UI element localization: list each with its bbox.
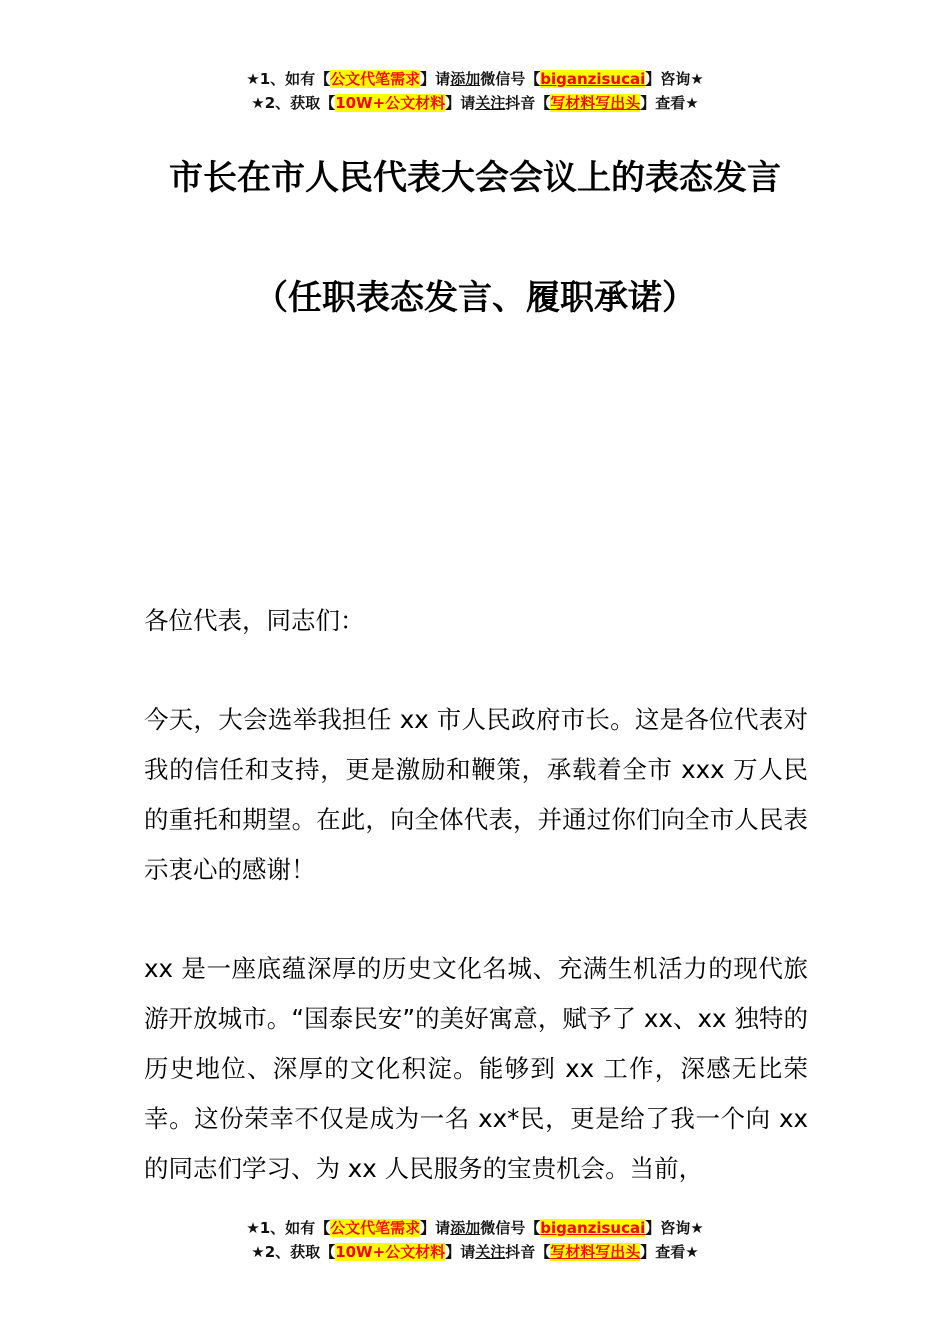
ad-line-1 xyxy=(0,67,950,91)
ad-text: 微信号【 xyxy=(480,70,541,88)
ad-text: ★2、获取【 xyxy=(251,1243,336,1261)
ad-underlined-add: 添加 xyxy=(450,1219,481,1237)
ad-underlined-add: 添加 xyxy=(450,70,481,88)
salutation-text: 各位代表，同志们： xyxy=(144,606,365,635)
ad-text: 抖音【 xyxy=(505,1243,551,1261)
ad-banner-bottom xyxy=(0,1216,950,1264)
ad-text: 】咨询★ xyxy=(645,70,704,88)
ad-text: 微信号【 xyxy=(480,1219,541,1237)
paragraph-text: 今天，大会选举我担任 xx 市人民政府市长。这是各位代表对我的信任和支持，更是激励和鞭策，承载着全市 xxx 万人民的重托和期望。在此，向全体代表，并通过你们向全市人民表示衷心的感谢！ xyxy=(144,705,808,884)
ad-text: 】请 xyxy=(420,1219,451,1237)
ad-highlight-materials: 10W+公文材料 xyxy=(335,94,446,112)
ad-line-2 xyxy=(0,91,950,115)
salutation xyxy=(144,596,808,646)
ad-text: 】请 xyxy=(445,94,476,112)
ad-text: 】咨询★ xyxy=(645,1219,704,1237)
body-paragraph-1 xyxy=(144,695,808,895)
ad-line-1 xyxy=(0,1216,950,1240)
ad-text: 】查看★ xyxy=(640,1243,699,1261)
paragraph-text: xx 是一座底蕴深厚的历史文化名城、充满生机活力的现代旅游开放城市。“国泰民安”的美好寓意，赋予了 xx、xx 独特的历史地位、深厚的文化积淀。能够到 xx 工作，深感无比荣幸。这份荣幸不仅是成为一名 xx*民，更是给了我一个向 xx 的同志们学习、为 xx 人民服务的宝贵机会。当前， xyxy=(144,954,808,1183)
ad-text: ★2、获取【 xyxy=(251,94,336,112)
document-title: 市长在市人民代表大会会议上的表态发言 xyxy=(169,158,781,198)
ad-douyin-id: 写材料写出头 xyxy=(550,1243,641,1261)
ad-text: ★1、如有【 xyxy=(246,70,331,88)
ad-wechat-id: biganzisucai xyxy=(540,1219,646,1237)
ad-wechat-id: biganzisucai xyxy=(540,70,646,88)
ad-line-2 xyxy=(0,1240,950,1264)
body-paragraph-2 xyxy=(144,944,808,1194)
ad-text: 抖音【 xyxy=(505,94,551,112)
ad-underlined-follow: 关注 xyxy=(475,94,506,112)
ad-highlight-materials: 10W+公文材料 xyxy=(335,1243,446,1261)
ad-douyin-id: 写材料写出头 xyxy=(550,94,641,112)
ad-highlight-service: 公文代笔需求 xyxy=(330,70,421,88)
ad-banner-top xyxy=(0,67,950,115)
ad-highlight-service: 公文代笔需求 xyxy=(330,1219,421,1237)
document-subtitle: （任职表态发言、履职承诺） xyxy=(254,278,696,318)
ad-underlined-follow: 关注 xyxy=(475,1243,506,1261)
ad-text: 】请 xyxy=(420,70,451,88)
ad-text: 】请 xyxy=(445,1243,476,1261)
ad-text: ★1、如有【 xyxy=(246,1219,331,1237)
ad-text: 】查看★ xyxy=(640,94,699,112)
